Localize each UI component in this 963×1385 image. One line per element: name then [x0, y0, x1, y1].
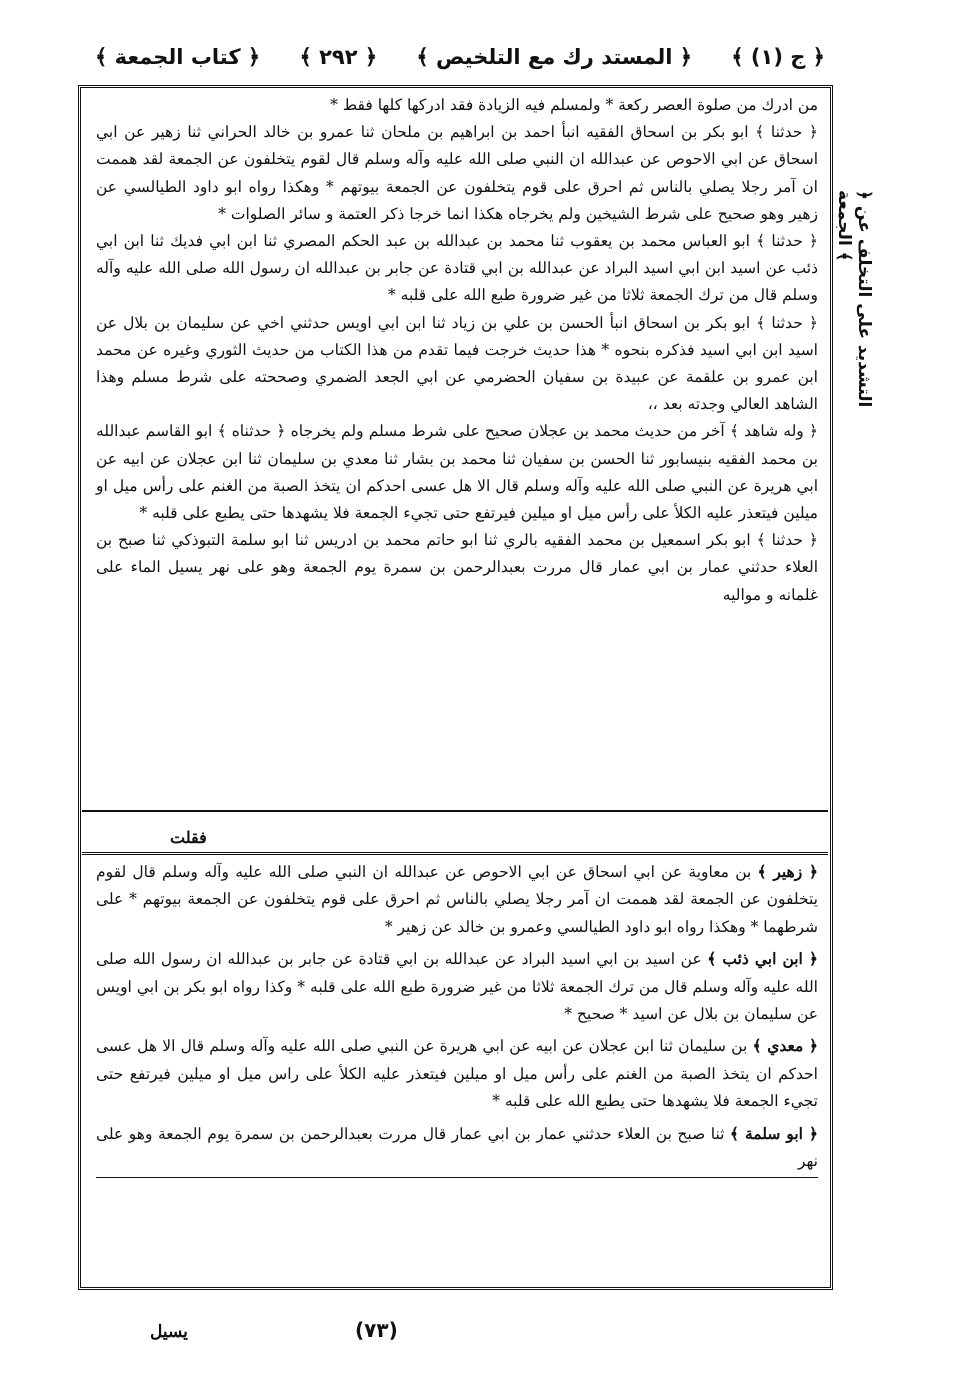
summary-body: بن معاوية عن ابي اسحاق عن ابي الاحوص عن عبدالله ان النبي صلى الله عليه وآله وسلم قال لقوم يتخلفون عن الجمعة لقد هممت ان آمر رجلا يصلي بالناس ثم احرق على قوم يتخلفون عن الجمعة بيوتهم * على شرطهما * وهكذا رواه ابو داود الطيالسي وعمرو بن خالد عن زهير *	[96, 863, 818, 936]
main-catchword: فقلت	[170, 828, 207, 847]
side-gloss: ﴿ التشديد على التخلف عن الجمعة ﴾	[834, 190, 874, 408]
summary-lead: ﴿ زهير ﴾	[757, 862, 818, 881]
volume-label: ﴿ ج (١) ﴾	[731, 45, 825, 69]
chapter-title: ﴿ كتاب الجمعة ﴾	[95, 45, 261, 69]
summary-lead: ﴿ ابو سلمة ﴾	[729, 1123, 818, 1143]
main-paragraph: من ادرك من صلوة العصر ركعة * ولمسلم فيه الزيادة فقد ادركها كلها فقط *	[330, 96, 818, 114]
summary-divider	[82, 852, 828, 855]
summary-body: عن اسيد بن ابي اسيد البراد عن عبدالله بن ابي قتادة عن جابر بن عبدالله ان رسول الله صلى الله عليه وآله وسلم قال من ترك الجمعة ثلاثا من غير ضرورة طبع الله على قلبه * وكذا رواه ابو بكر بن ابي اويس عن سليمان بن بلال عن اسيد * صحيح *	[96, 950, 818, 1024]
summary-paragraph	[96, 945, 818, 1028]
page-header	[95, 35, 825, 79]
main-paragraph: ﴿ حدثنا ﴾ ابو العباس محمد بن يعقوب ثنا محمد بن عبدالله بن عبد الحكم المصري ثنا ابن ابي فديك ثنا ابن ابي ذئب عن اسيد ابن ابي اسيد البراد عن عبدالله بن ابي قتادة عن جابر بن عبدالله ان رسول الله صلى الله عليه وآله وسلم قال من ترك الجمعة ثلاثا من غير ضرورة طبع الله على قلبه *	[96, 232, 818, 305]
header-page-number: ﴿ ٢٩٢ ﴾	[299, 45, 378, 69]
main-text	[96, 92, 818, 609]
main-paragraph: ﴿ وله شاهد ﴾ آخر من حديث محمد بن عجلان صحيح على شرط مسلم ولم يخرجاه ﴿ حدثناه ﴾ ابو القاسم عبدالله بن محمد الفقيه بنيسابور ثنا الحسن بن سفيان ثنا محمد بن بشار ثنا معدي بن سليمان ثنا ابن عجلان عن ابيه عن ابي هريرة عن النبي صلى الله عليه وآله وسلم قال الا هل عسى احدكم ان يتخذ الصبة من الغنم على رأس ميل او ميلين فيتعذر عليه الكلأ على رأس ميل او ميلين فيرتفع حتى تجيء الجمعة فلا يشهدها حتى يطبع على قلبه *	[96, 422, 818, 523]
main-paragraph: ﴿ حدثنا ﴾ ابو بكر بن اسحاق انبأ الحسن بن علي بن زياد ثنا ابن ابي اويس حدثني اخي عن سليمان بن بلال عن اسيد ابن ابي اسيد فذكره بنحوه * هذا حديث خرجت فيما تقدم من هذا الكتاب من حديث الثوري وغيره عن محمد ابن عمرو بن علقمة عن عبيدة بن سفيان الحضرمي عن ابي الجعد الضمري وصححته على شرط مسلم وهذا الشاهد العالي وجدته بعد ،،	[96, 313, 818, 414]
main-paragraph: ﴿ حدثنا ﴾ ابو بكر اسمعيل بن محمد الفقيه بالري ثنا ابو حاتم محمد بن ادريس ثنا ابو سلمة التبوذكي ثنا صبح بن العلاء حدثني عمار بن ابي عمار قال مررت بعبدالرحمن بن سمرة يوم الجمعة وهو على نهر يسيل الماء على غلمانه و مواليه	[96, 531, 818, 604]
summary-paragraph	[96, 1120, 818, 1179]
summary-lead: ﴿ معدي ﴾	[752, 1036, 818, 1056]
section-divider	[82, 810, 828, 812]
summary-lead: ﴿ ابن ابي ذئب ﴾	[707, 949, 818, 969]
summary-body: ثنا صبح بن العلاء حدثني عمار بن ابي عمار قال مررت بعبدالرحمن بن سمرة يوم الجمعة وهو على نهر	[96, 1124, 818, 1171]
summary-paragraph	[96, 1032, 818, 1115]
summary-paragraph	[96, 858, 818, 941]
footer-catchword: يسيل	[150, 1322, 188, 1342]
main-paragraph: ﴿ حدثنا ﴾ ابو بكر بن اسحاق الفقيه انبأ احمد بن ابراهيم بن ملحان ثنا عمرو بن خالد الحراني ثنا زهير عن ابي اسحاق عن ابي الاحوص عن عبدالله ان النبي صلى الله عليه وآله وسلم قال لقوم يتخلفون عن الجمعة لقد هممت ان آمر رجلا يصلي بالناس ثم احرق على قوم يتخلفون عن الجمعة بيوتهم * وهكذا رواه ابو داود الطيالسي عن زهير وهو صحيح على شرط الشيخين ولم يخرجاه هكذا انما خرجا ذكر العتمة و سائر الصلوات *	[96, 123, 818, 223]
footer-page-number: (٧٣)	[355, 1318, 398, 1342]
book-title: ﴿ المستد رك مع التلخيص ﴾	[416, 45, 693, 69]
summary-text	[96, 858, 818, 1182]
summary-body: بن سليمان ثنا ابن عجلان عن ابيه عن ابي هريرة عن النبي صلى الله عليه وآله وسلم قال الا هل عسى احدكم ان يتخذ الصبة من الغنم على رأس ميل او ميلين فيتعذر عليه الكلأ على راس ميل او ميلين فيرتفع حتى تجيء الجمعة فلا يشهدها حتى يطبع الله على قلبه *	[96, 1037, 818, 1111]
